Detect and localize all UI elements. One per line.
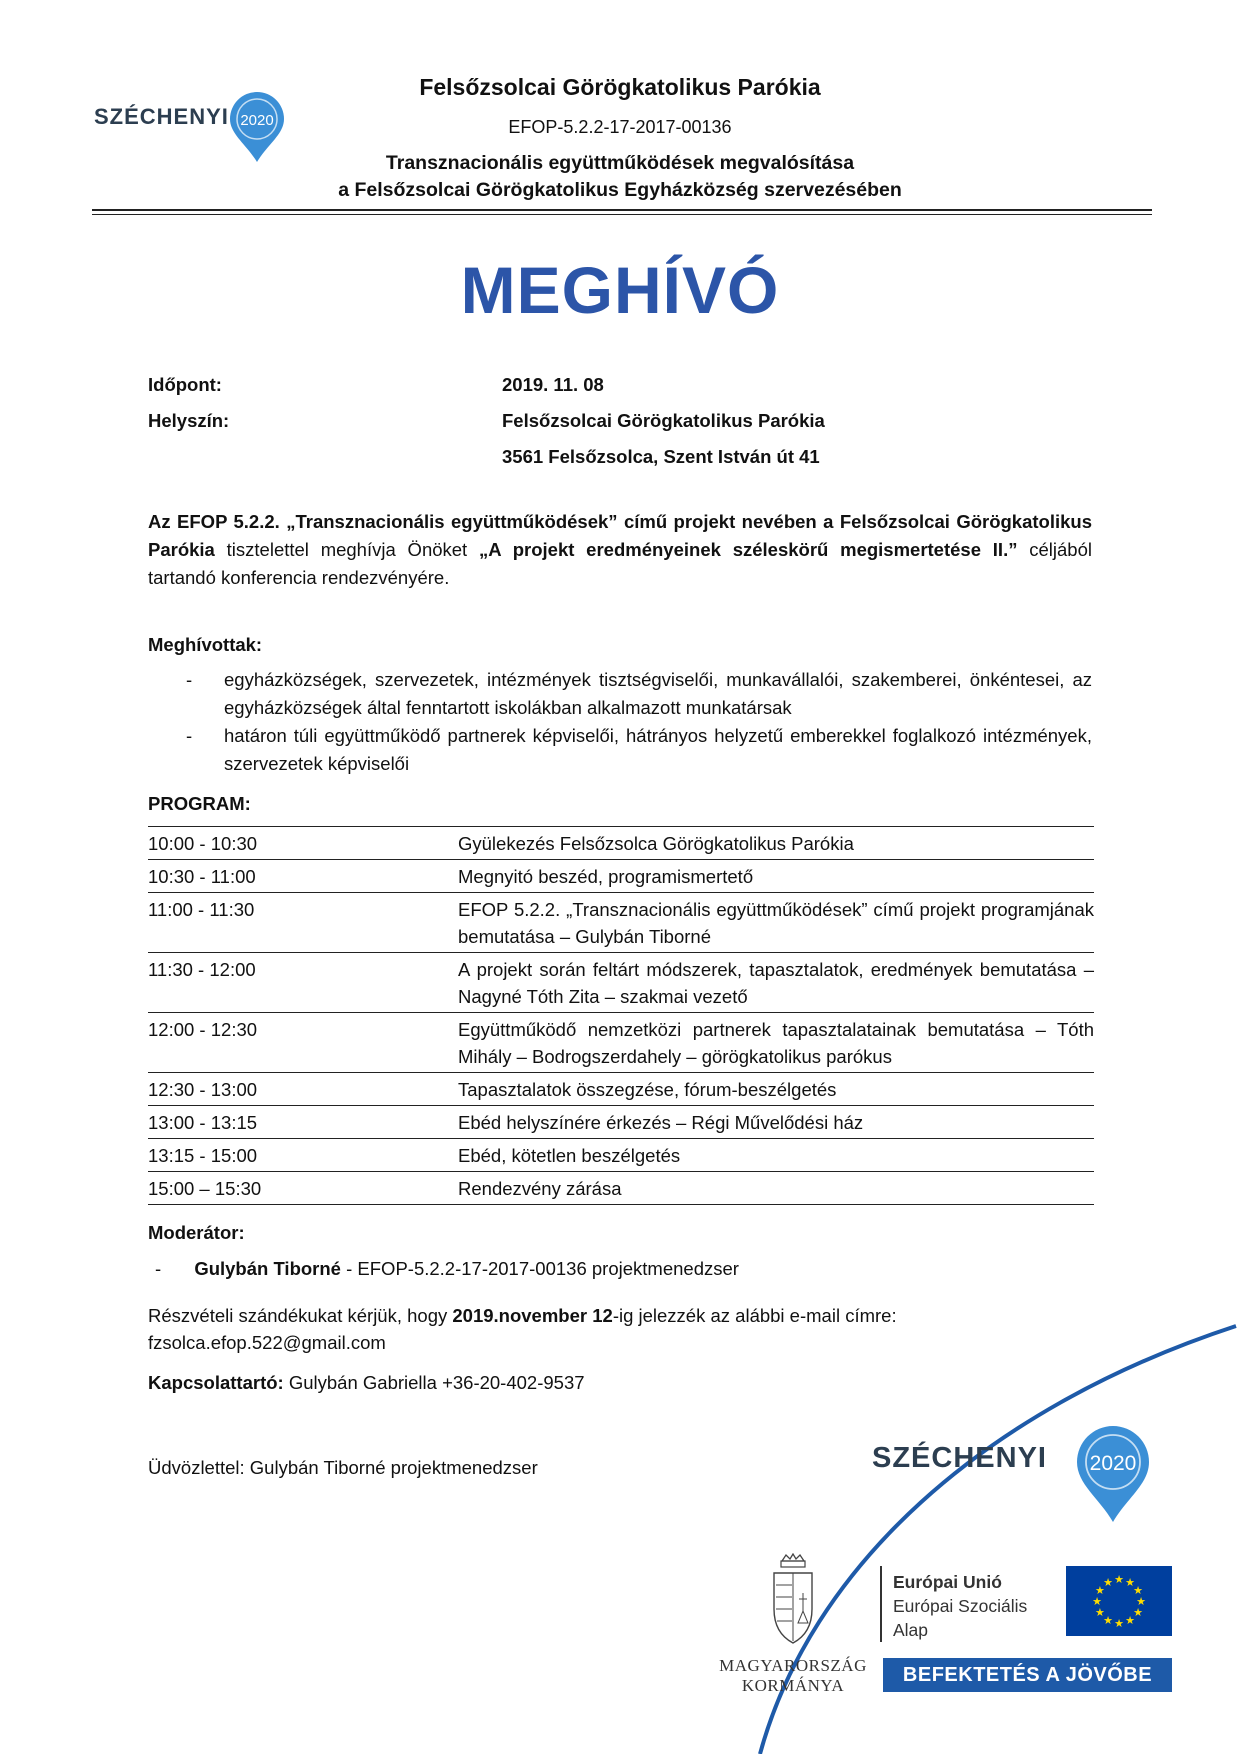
rsvp-email-text: -ig jelezzék az alábbi e-mail címre: fzsolca.efop.522@gmail.com <box>148 1305 897 1353</box>
program-time: 11:30 - 12:00 <box>148 953 458 1013</box>
eu-star-icon: ★ <box>1095 1585 1105 1597</box>
logo-wordmark: SZÉCHENYI <box>94 104 229 129</box>
eu-line2: Európai Szociális <box>893 1596 1028 1616</box>
header-title: Felsőzsolcai Görögkatolikus Parókia <box>419 74 821 100</box>
eu-slogan: BEFEKTETÉS A JÖVŐBE <box>883 1658 1172 1692</box>
program-description: EFOP 5.2.2. „Transznacionális együttműködések” című projekt programjának bemutatása – Gulybán Tiborné <box>458 893 1094 953</box>
eu-star-icon: ★ <box>1103 1576 1113 1589</box>
moderator-role: - EFOP-5.2.2-17-2017-00136 projektmenedzser <box>340 1258 739 1279</box>
eu-star-icon: ★ <box>1125 1615 1135 1628</box>
moderator-heading: Moderátor: <box>148 1222 245 1243</box>
intro-text-end: céljából tartandó konferencia rendezvényére. <box>148 539 1092 588</box>
rsvp-deadline: 2019.november 12 <box>452 1305 613 1326</box>
eu-star-icon: ★ <box>1114 1574 1124 1586</box>
eu-line3: Alap <box>893 1620 929 1640</box>
program-time: 10:30 - 11:00 <box>148 860 458 893</box>
program-time: 13:15 - 15:00 <box>148 1139 458 1172</box>
logo-year: 2020 <box>1089 1452 1137 1475</box>
list-dash: - <box>186 669 193 690</box>
government-name <box>718 1656 868 1696</box>
eu-line1: Európai Unió <box>893 1572 1002 1592</box>
program-time: 15:00 – 15:30 <box>148 1172 458 1205</box>
government-line2: KORMÁNYA <box>741 1676 845 1695</box>
eu-star-icon: ★ <box>1133 1585 1143 1597</box>
invitation-title: MEGHÍVÓ <box>460 253 780 327</box>
program-time: 12:30 - 13:00 <box>148 1073 458 1106</box>
szechenyi-2020-footer-logo <box>868 1424 1168 1524</box>
program-description: Ebéd helyszínére érkezés – Régi Művelődési ház <box>458 1106 1094 1139</box>
eu-star-icon: ★ <box>1095 1607 1105 1619</box>
eu-star-icon: ★ <box>1092 1596 1102 1608</box>
place-label: Helyszín: <box>148 410 230 431</box>
contact-value: Gulybán Gabriella +36-20-402-9537 <box>283 1372 585 1393</box>
eu-divider <box>880 1566 882 1642</box>
eu-star-icon: ★ <box>1133 1607 1143 1619</box>
invitee-text: határon túli együttműködő partnerek képviselői, hátrányos helyzetű emberekkel foglalkozó intézmények, szervezetek képviselői <box>224 725 1092 774</box>
date-label: Időpont: <box>148 374 222 395</box>
program-description: Gyülekezés Felsőzsolca Görögkatolikus Parókia <box>458 827 1094 860</box>
intro-event-name: „A projekt eredményeinek széleskörű megismertetése II.” <box>479 539 1018 560</box>
list-dash: - <box>155 1258 162 1279</box>
invitees-heading: Meghívottak: <box>148 634 263 655</box>
program-time: 13:00 - 13:15 <box>148 1106 458 1139</box>
government-line1: MAGYARORSZÁG <box>719 1656 867 1675</box>
place-value-line2: 3561 Felsőzsolca, Szent István út 41 <box>502 446 820 467</box>
regards-line: Üdvözlettel: Gulybán Tiborné projektmenedzser <box>148 1457 538 1478</box>
invitee-text: egyházközségek, szervezetek, intézmények tisztségviselői, munkavállalói, szakemberei, önkéntesei, az egyházközségek által fenntartott iskolákban alkalmazott munkatársak <box>224 669 1092 718</box>
rsvp-lead: Részvételi szándékukat kérjük, hogy <box>148 1305 453 1326</box>
hungarian-coat-of-arms-icon <box>768 1553 818 1645</box>
program-description: Megnyitó beszéd, programismertető <box>458 860 1094 893</box>
eu-flag-icon <box>1066 1566 1172 1636</box>
moderator-name: Gulybán Tiborné <box>194 1258 341 1279</box>
eu-star-icon: ★ <box>1125 1576 1135 1589</box>
intro-text: tisztelettel meghívja Önöket <box>214 539 479 560</box>
eu-star-icon: ★ <box>1103 1615 1113 1628</box>
header-subtitle-line2: a Felsőzsolcai Görögkatolikus Egyházközség szervezésében <box>338 179 902 201</box>
intro-organization: Felsőzsolcai Görögkatolikus Parókia <box>148 511 1093 560</box>
contact-label: Kapcsolattartó: <box>148 1372 284 1393</box>
program-description: Rendezvény zárása <box>458 1172 1094 1205</box>
eu-star-icon: ★ <box>1136 1596 1146 1608</box>
eu-fund-name <box>893 1570 1027 1642</box>
program-time: 10:00 - 10:30 <box>148 827 458 860</box>
logo-wordmark: SZÉCHENYI <box>872 1442 1047 1474</box>
header-subtitle-line1: Transznacionális együttműködések megvalósítása <box>385 152 855 174</box>
place-value-line1: Felsőzsolcai Görögkatolikus Parókia <box>502 410 825 431</box>
program-description: Ebéd, kötetlen beszélgetés <box>458 1139 1094 1172</box>
program-heading: PROGRAM: <box>148 793 251 814</box>
location-pin-icon <box>1070 1424 1156 1524</box>
program-time: 12:00 - 12:30 <box>148 1013 458 1073</box>
list-dash: - <box>186 725 193 746</box>
logo-year: 2020 <box>240 112 274 129</box>
project-code: EFOP-5.2.2-17-2017-00136 <box>508 117 732 137</box>
intro-lead: Az EFOP 5.2.2. „Transznacionális együttműködések” című projekt nevében a <box>148 511 840 532</box>
date-value: 2019. 11. 08 <box>502 374 604 395</box>
program-time: 11:00 - 11:30 <box>148 893 458 953</box>
program-description: A projekt során feltárt módszerek, tapasztalatok, eredmények bemutatása – Nagyné Tóth Zita – szakmai vezető <box>458 953 1094 1013</box>
eu-star-icon: ★ <box>1114 1618 1124 1630</box>
program-description: Együttműködő nemzetközi partnerek tapasztalatainak bemutatása – Tóth Mihály – Bodrogszerdahely – görögkatolikus parókus <box>458 1013 1094 1073</box>
program-description: Tapasztalatok összegzése, fórum-beszélgetés <box>458 1073 1094 1106</box>
